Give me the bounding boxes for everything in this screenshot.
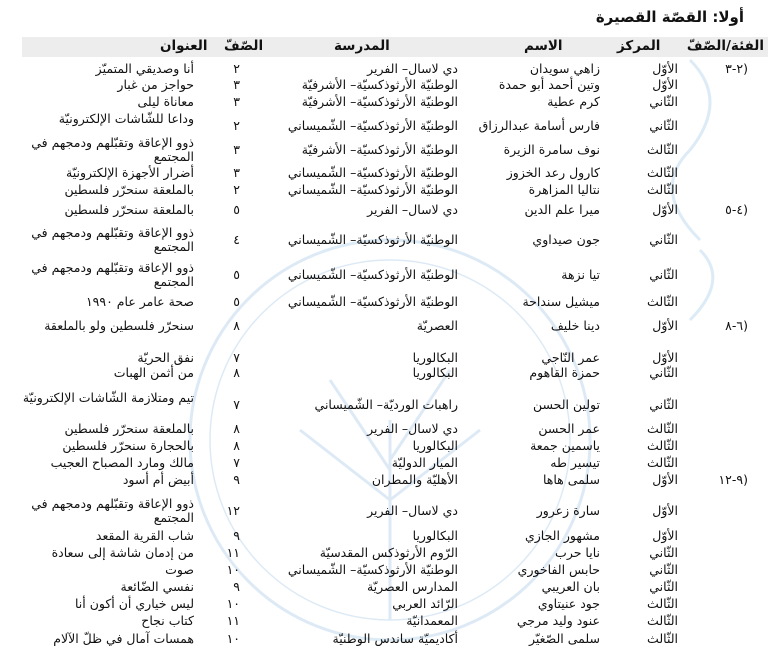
name-cell: نايا حرب xyxy=(555,545,600,560)
title-cell: بالملعقة سنحرّر فلسطين xyxy=(64,421,194,436)
school-cell: الوطنيّة الأرثوذكسيّة– الأشرفيّة xyxy=(301,77,458,92)
center-cell: الثّالث xyxy=(647,294,678,309)
center-cell: الثّالث xyxy=(647,455,678,470)
center-cell: الأوّل xyxy=(652,318,678,333)
school-cell: الوطنيّة الأرثوذكسيّة– الشّميساني xyxy=(287,182,458,197)
title-cell: همسات آمال في ظلّ الآلام xyxy=(53,631,194,646)
grade-cell: ١٠ xyxy=(226,631,240,646)
grade-cell: ٧ xyxy=(233,350,240,365)
school-cell: الوطنيّة الأرثوذكسيّة– الأشرفيّة xyxy=(301,142,458,157)
grade-cell: ٥ xyxy=(233,294,240,309)
header-grade: الصّفّ xyxy=(224,38,264,54)
school-cell: الوطنيّة الأرثوذكسيّة– الشّميساني xyxy=(287,294,458,309)
title-cell: تيم ومتلازمة الشّاشات الإلكترونيّة xyxy=(22,390,194,405)
name-cell: عمر الحسن xyxy=(538,421,600,436)
name-cell: زاهي سويدان xyxy=(529,61,600,76)
name-cell: تولين الحسن xyxy=(532,397,600,412)
category-cell: (٢-٣ xyxy=(725,61,748,76)
title-cell: وداعا للشّاشات الإلكترونيّة xyxy=(58,111,194,126)
name-cell: كرم عطية xyxy=(547,94,600,109)
name-cell: مشهور الجازي xyxy=(524,528,600,543)
name-cell: حابس الفاخوري xyxy=(517,562,600,577)
title-cell: بالملعقة سنحرّر فلسطين xyxy=(64,182,194,197)
grade-cell: ٨ xyxy=(233,318,240,333)
school-cell: الرّوم الأرثوذكس المقدسيّة xyxy=(319,545,458,560)
name-cell: جون صيداوي xyxy=(532,232,600,247)
center-cell: الثّاني xyxy=(649,267,678,282)
title-cell: معاناة ليلى xyxy=(137,94,194,109)
school-cell: الوطنيّة الأرثوذكسيّة– الشّميساني xyxy=(287,165,458,180)
center-cell: الأوّل xyxy=(652,472,678,487)
school-cell: الوطنيّة الأرثوذكسيّة– الشّميساني xyxy=(287,118,458,133)
school-cell: البكالوريا xyxy=(412,350,458,365)
school-cell: البكالوريا xyxy=(412,365,458,380)
title-cell: ذوو الإعاقة وتقبّلهم ودمجهم في المجتمع xyxy=(31,135,194,164)
title-cell: من إدمان شاشة إلى سعادة xyxy=(51,545,194,560)
center-cell: الثّالث xyxy=(647,421,678,436)
center-cell: الثّالث xyxy=(647,142,678,157)
header-name: الاسم xyxy=(524,38,563,54)
grade-cell: ٧ xyxy=(233,397,240,412)
name-cell: دينا خليف xyxy=(550,318,600,333)
title-cell: بالملعقة سنحرّر فلسطين xyxy=(64,202,194,217)
school-cell: العصريّة xyxy=(416,318,458,333)
center-cell: الثّالث xyxy=(647,631,678,646)
grade-cell: ٧ xyxy=(233,455,240,470)
title-cell: صحة عامر عام ١٩٩٠ xyxy=(85,294,194,309)
school-cell: أكاديميّة ساندس الوطنيّة xyxy=(332,631,458,646)
grade-cell: ١١ xyxy=(226,545,240,560)
school-cell: دي لاسال– الفرير xyxy=(367,421,458,436)
name-cell: فارس أسامة عبدالرزاق xyxy=(478,118,600,133)
grade-cell: ٨ xyxy=(233,365,240,380)
category-cell: (٦-٨ xyxy=(725,318,748,333)
name-cell: نتاليا المزاهرة xyxy=(528,182,600,197)
school-cell: الرّائد العربي xyxy=(392,596,458,611)
title-cell: نفق الحريّة xyxy=(137,350,194,365)
title-cell: ذوو الإعاقة وتقبّلهم ودمجهم في المجتمع xyxy=(31,225,194,254)
grade-cell: ١٠ xyxy=(226,562,240,577)
title-cell: أنا وصديقي المتميّز xyxy=(95,61,194,76)
title-cell: كتاب نجاح xyxy=(141,613,194,628)
school-cell: البكالوريا xyxy=(412,528,458,543)
center-cell: الثّالث xyxy=(647,596,678,611)
grade-cell: ٩ xyxy=(233,472,240,487)
center-cell: الثّالث xyxy=(647,438,678,453)
center-cell: الأوّل xyxy=(652,503,678,518)
center-cell: الثّاني xyxy=(649,562,678,577)
header-center: المركز xyxy=(617,38,661,54)
center-cell: الثّاني xyxy=(649,94,678,109)
grade-cell: ٥ xyxy=(233,202,240,217)
grade-cell: ٣ xyxy=(233,142,240,157)
center-cell: الثّاني xyxy=(649,397,678,412)
name-cell: تيا نزهة xyxy=(561,267,600,282)
center-cell: الثّاني xyxy=(649,232,678,247)
school-cell: دي لاسال– الفرير xyxy=(367,202,458,217)
grade-cell: ٨ xyxy=(233,438,240,453)
name-cell: حمزة القاهوم xyxy=(529,365,600,380)
school-cell: الوطنيّة الأرثوذكسيّة– الشّميساني xyxy=(287,267,458,282)
name-cell: ميرا علم الدين xyxy=(524,202,600,217)
center-cell: الثّالث xyxy=(647,613,678,628)
center-cell: الثّاني xyxy=(649,365,678,380)
title-cell: أضرار الأجهزة الإلكترونيّة xyxy=(66,165,194,180)
center-cell: الأوّل xyxy=(652,350,678,365)
school-cell: المدارس العصريّة xyxy=(366,579,458,594)
grade-cell: ٤ xyxy=(233,232,240,247)
center-cell: الثّالث xyxy=(647,165,678,180)
school-cell: دي لاسال– الفرير xyxy=(367,61,458,76)
section-title: أولا: القصّة القصيرة xyxy=(595,8,744,26)
name-cell: كارول رعد الخزوز xyxy=(506,165,600,180)
name-cell: جود عنيتاوي xyxy=(537,596,600,611)
school-cell: البكالوريا xyxy=(412,438,458,453)
center-cell: الأوّل xyxy=(652,528,678,543)
center-cell: الثّالث xyxy=(647,182,678,197)
category-cell: (٤-٥ xyxy=(725,202,748,217)
center-cell: الثّاني xyxy=(649,579,678,594)
title-cell: ليس خياري أن أكون أنا xyxy=(74,596,194,611)
name-cell: ياسمين جمعة xyxy=(530,438,600,453)
title-cell: نفسي الضّائعة xyxy=(120,579,194,594)
title-cell: من أثمن الهبات xyxy=(113,365,194,380)
name-cell: عمر النّاجي xyxy=(541,350,600,365)
grade-cell: ٩ xyxy=(233,528,240,543)
grade-cell: ١٢ xyxy=(226,503,240,518)
center-cell: الأوّل xyxy=(652,77,678,92)
category-cell: (٩-١٢ xyxy=(718,472,748,487)
center-cell: الثّاني xyxy=(649,118,678,133)
grade-cell: ٢ xyxy=(233,118,240,133)
header-school: المدرسة xyxy=(334,38,390,54)
grade-cell: ١١ xyxy=(226,613,240,628)
school-cell: راهبات الورديّة– الشّميساني xyxy=(314,397,458,412)
grade-cell: ٨ xyxy=(233,421,240,436)
school-cell: الوطنيّة الأرثوذكسيّة– الشّميساني xyxy=(287,562,458,577)
grade-cell: ١٠ xyxy=(226,596,240,611)
name-cell: وتين أحمد أبو حمدة xyxy=(498,77,600,92)
header-category: الفئة/الصّفّ xyxy=(686,38,764,54)
center-cell: الثّاني xyxy=(649,545,678,560)
center-cell: الأوّل xyxy=(652,61,678,76)
school-cell: الوطنيّة الأرثوذكسيّة– الشّميساني xyxy=(287,232,458,247)
grade-cell: ٥ xyxy=(233,267,240,282)
school-cell: الوطنيّة الأرثوذكسيّة– الأشرفيّة xyxy=(301,94,458,109)
grade-cell: ٩ xyxy=(233,579,240,594)
name-cell: نوف سامرة الزيرة xyxy=(503,142,600,157)
school-cell: الميار الدوليّة xyxy=(391,455,458,470)
title-cell: ذوو الإعاقة وتقبّلهم ودمجهم في المجتمع xyxy=(31,260,194,289)
title-cell: حواجز من غبار xyxy=(117,77,194,92)
title-cell: سنحرّر فلسطين ولو بالملعقة xyxy=(44,318,194,333)
name-cell: عنود وليد مرجي xyxy=(516,613,600,628)
title-cell: ذوو الإعاقة وتقبّلهم ودمجهم في المجتمع xyxy=(31,496,194,525)
school-cell: دي لاسال– الفرير xyxy=(367,503,458,518)
grade-cell: ٣ xyxy=(233,77,240,92)
name-cell: ميشيل سنداحة xyxy=(522,294,600,309)
title-cell: مالك ومارد المصباح العجيب xyxy=(50,455,194,470)
grade-cell: ٢ xyxy=(233,182,240,197)
name-cell: سلمى الصّغيّر xyxy=(528,631,600,646)
title-cell: صوت xyxy=(165,562,194,577)
school-cell: المعمدانيّة xyxy=(406,613,458,628)
name-cell: تيسير طه xyxy=(550,455,600,470)
grade-cell: ٣ xyxy=(233,165,240,180)
center-cell: الأوّل xyxy=(652,202,678,217)
grade-cell: ٣ xyxy=(233,94,240,109)
school-cell: الأهليّة والمطران xyxy=(371,472,458,487)
title-cell: أبيض أم أسود xyxy=(122,472,194,487)
name-cell: سلمى هاها xyxy=(542,472,600,487)
name-cell: بان العريبي xyxy=(541,579,600,594)
grade-cell: ٢ xyxy=(233,61,240,76)
header-title: العنوان xyxy=(160,38,208,54)
name-cell: سارة زعرور xyxy=(536,503,600,518)
title-cell: شاب القرية المقعد xyxy=(95,528,194,543)
title-cell: بالحجارة سنحرّر فلسطين xyxy=(62,438,194,453)
